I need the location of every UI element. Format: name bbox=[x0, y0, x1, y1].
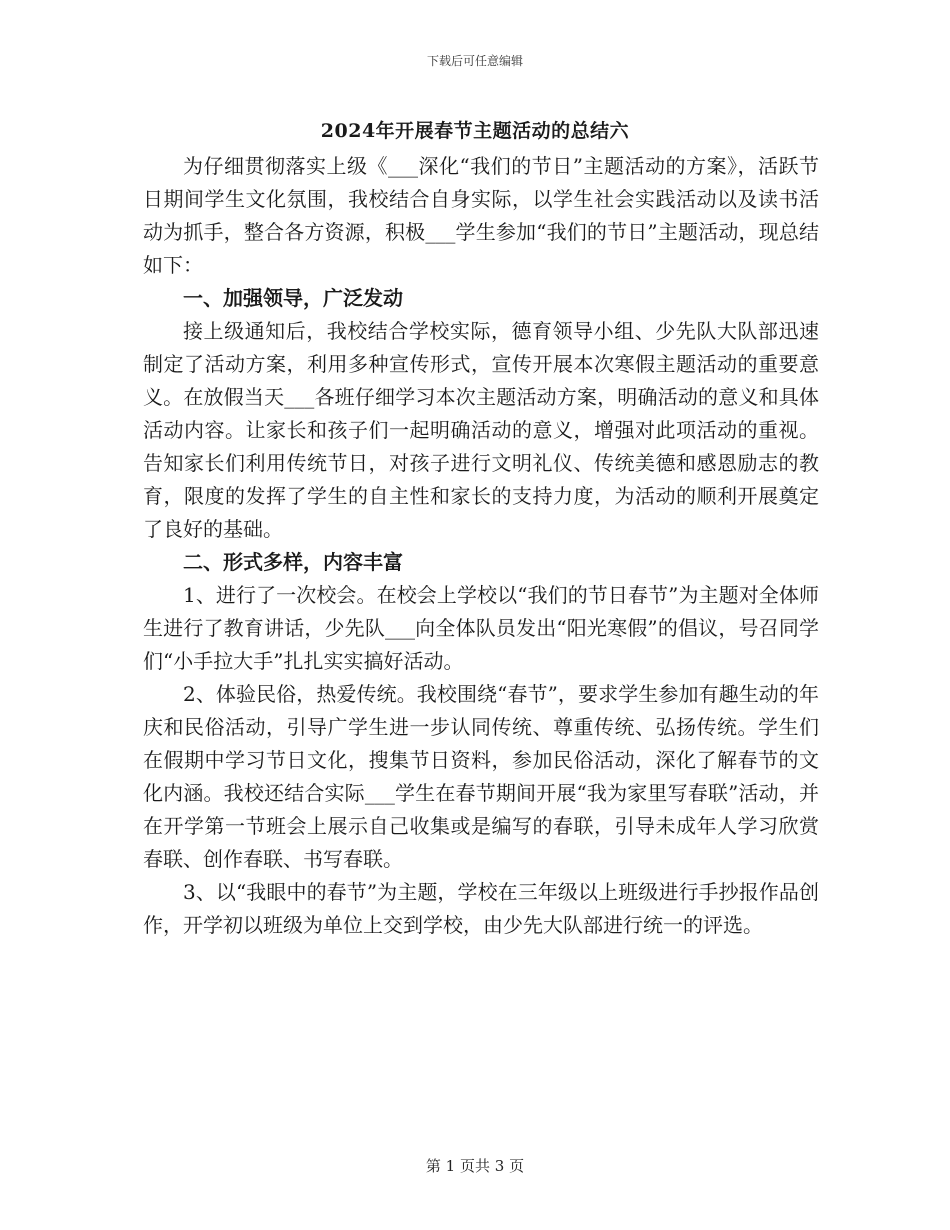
document-title: 2024年开展春节主题活动的总结六 bbox=[320, 120, 630, 142]
section-heading-activities: 二、形式多样，内容丰富 bbox=[183, 550, 403, 574]
paragraph-item-2: 2、体验民俗，热爱传统。我校围绕“春节”，要求学生参加有趣生动的年庆和民俗活动，引导广学生进一步认同传统、尊重传统、弘扬传统。学生们在假期中学习节日文化，搜集节日资料，参加民俗活动，深化了解春节的文化内涵。我校还结合实际___学生在春节期间开展“我为家里写春联”活动，并在开学第一节班会上展示自己收集或是编写的春联，引导未成年人学习欣赏春联、创作春联、书写春联。 bbox=[143, 682, 819, 871]
document-body bbox=[143, 150, 819, 942]
page-header-note: 下载后可任意编辑 bbox=[426, 54, 523, 68]
paragraph-intro: 为仔细贯彻落实上级《___深化“我们的节日”主题活动的方案》，活跃节日期间学生文化氛围，我校结合自身实际，以学生社会实践活动以及读书活动为抓手，整合各方资源，积极___学生参加“我们的节日”主题活动，现总结如下： bbox=[143, 154, 819, 277]
paragraph-item-1: 1、进行了一次校会。在校会上学校以“我们的节日春节”为主题对全体师生进行了教育讲话，少先队___向全体队员发出“阳光寒假”的倡议，号召同学们“小手拉大手”扎扎实实搞好活动。 bbox=[143, 583, 819, 673]
section-heading-leadership: 一、加强领导，广泛发动 bbox=[183, 286, 403, 310]
paragraph-leadership: 接上级通知后，我校结合学校实际，德育领导小组、少先队大队部迅速制定了活动方案，利用多种宣传形式，宣传开展本次寒假主题活动的重要意义。在放假当天___各班仔细学习本次主题活动方案，明确活动的意义和具体活动内容。让家长和孩子们一起明确活动的意义，增强对此项活动的重视。告知家长们利用传统节日，对孩子进行文明礼仪、传统美德和感恩励志的教育，限度的发挥了学生的自主性和家长的支持力度，为活动的顺利开展奠定了良好的基础。 bbox=[143, 319, 819, 541]
paragraph-item-3: 3、以“我眼中的春节”为主题，学校在三年级以上班级进行手抄报作品创作，开学初以班级为单位上交到学校，由少先大队部进行统一的评选。 bbox=[143, 880, 819, 937]
page-number-indicator: 第 1 页共 3 页 bbox=[425, 1157, 525, 1175]
